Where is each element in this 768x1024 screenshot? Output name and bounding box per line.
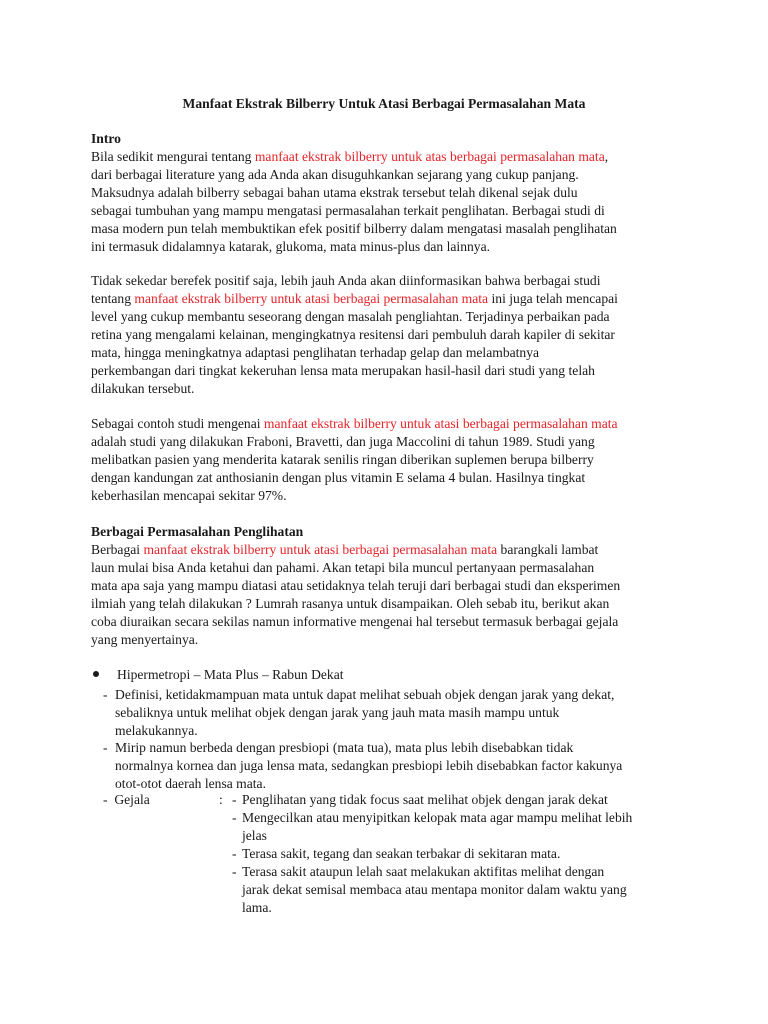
intro-paragraph-1: [91, 148, 691, 256]
section-paragraph: [91, 541, 691, 649]
text-line: coba diuraikan secara sekilas namun informative mengenai hal tersebut termasuk berbagai gejala: [91, 614, 619, 629]
dash-marker: -: [232, 792, 237, 807]
text-line: sebaliknya untuk melihat objek dengan jarak yang jauh mata masih mampu untuk: [115, 705, 560, 720]
highlighted-keyword: manfaat ekstrak bilberry untuk atasi berbagai permasalahan mata: [143, 542, 498, 557]
section-heading: Berbagai Permasalahan Penglihatan: [91, 524, 304, 539]
text-line: lama.: [242, 900, 272, 915]
text-line: keberhasilan mencapai sekitar 97%.: [91, 488, 287, 503]
text-line: adalah studi yang dilakukan Fraboni, Bravetti, dan juga Maccolini di tahun 1989. Studi yang: [91, 434, 595, 449]
text-line: ini termasuk didalamnya katarak, glukoma, mata minus-plus dan lainnya.: [91, 239, 491, 254]
text-line: Mirip namun berbeda dengan presbiopi (mata tua), mata plus lebih disebabkan tidak: [115, 740, 574, 755]
text-line: dengan kandungan zat anthosianin dengan plus vitamin E selama 4 bulan. Hasilnya tingkat: [91, 470, 586, 485]
dash-marker: -: [103, 740, 108, 755]
text-line: Penglihatan yang tidak focus saat melihat objek dengan jarak dekat: [242, 792, 608, 807]
text-line: yang menyertainya.: [91, 632, 199, 647]
text-line: otot-otot daerah lensa mata.: [115, 776, 266, 791]
text-line: masa modern pun telah membuktikan efek positif bilberry dalam mengatasi masalah penglihatan: [91, 221, 617, 236]
text-line: dari berbagai literature yang ada Anda akan disuguhkankan sejarang yang cukup panjang.: [91, 167, 579, 182]
highlighted-keyword: manfaat ekstrak bilberry untuk atasi berbagai permasalahan mata: [263, 416, 618, 431]
bullet-label: Hipermetropi – Mata Plus – Rabun Dekat: [117, 667, 344, 682]
text-line: melibatkan pasien yang menderita katarak senilis ringan diberikan suplemen berupa bilberry: [91, 452, 594, 467]
text-line: Terasa sakit ataupun lelah saat melakukan aktifitas melihat dengan: [242, 864, 605, 879]
intro-paragraph-2: [91, 272, 691, 398]
text-line: ilmiah yang telah dilakukan ? Lumrah rasanya untuk disampaikan. Oleh sebab itu, berikut akan: [91, 596, 610, 611]
text-line: sebagai tumbuhan yang mampu mengatasi permasalahan terkait penglihatan. Berbagai studi di: [91, 203, 605, 218]
text-line: jarak dekat semisal membaca atau mentapa monitor dalam waktu yang: [242, 882, 627, 897]
text-line: dilakukan tersebut.: [91, 381, 195, 396]
text-line: retina yang mengalami kelainan, mengingkatnya resitensi dari pembuluh darah kapiler di sekitar: [91, 327, 615, 342]
text-line: Definisi, ketidakmampuan mata untuk dapat melihat sebuah objek dengan jarak yang dekat,: [115, 687, 615, 702]
document-title: Manfaat Ekstrak Bilberry Untuk Atasi Berbagai Permasalahan Mata: [182, 96, 586, 111]
text-line: laun mulai bisa Anda ketahui dan pahami. Akan tetapi bila muncul pertanyaan permasalahan: [91, 560, 595, 575]
intro-heading: Intro: [91, 131, 121, 146]
text-line: mata apa saja yang mampu diatasi atau setidaknya telah teruji dari berbagai studi dan eksperimen: [91, 578, 621, 593]
text-line: Mengecilkan atau menyipitkan kelopak mata agar mampu melihat lebih: [242, 810, 633, 825]
text-line: perkembangan dari tingkat kekeruhan lensa mata merupakan hasil-hasil dari studi yang telah: [91, 363, 595, 378]
bullet-item: [91, 666, 344, 684]
text-line: Bila sedikit mengurai tentang manfaat ekstrak bilberry untuk atas berbagai permasalahan mata,: [91, 149, 609, 164]
text-line: Terasa sakit, tegang dan seakan terbakar di sekitaran mata.: [242, 846, 561, 861]
dash-marker: -: [232, 810, 237, 825]
intro-paragraph-3: [91, 415, 691, 505]
text-line: Maksudnya adalah bilberry sebagai bahan utama ekstrak tersebut telah dikenal sejak dulu: [91, 185, 578, 200]
symptoms-colon: :: [219, 792, 223, 807]
dash-marker: -: [232, 846, 237, 861]
text-line: Tidak sekedar berefek positif saja, lebih jauh Anda akan diinformasikan bahwa berbagai studi: [91, 273, 601, 288]
highlighted-keyword: manfaat ekstrak bilberry untuk atas berbagai permasalahan mata: [254, 149, 605, 164]
text-line: jelas: [242, 828, 267, 843]
dash-marker: -: [103, 792, 108, 807]
text-line: Berbagai manfaat ekstrak bilberry untuk atasi berbagai permasalahan mata barangkali lambat: [91, 542, 599, 557]
bullet-icon: [93, 671, 99, 677]
text-line: mata, hingga meningkatnya adaptasi penglihatan terhadap gelap dan melambatnya: [91, 345, 540, 360]
text-line: melakukannya.: [115, 723, 198, 738]
highlighted-keyword: manfaat ekstrak bilberry untuk atasi berbagai permasalahan mata: [134, 291, 489, 306]
text-line: Sebagai contoh studi mengenai manfaat ekstrak bilberry untuk atasi berbagai permasalahan mata: [91, 416, 618, 431]
symptoms-label: - Gejala: [103, 792, 150, 807]
text-line: level yang cukup membantu seseorang dengan masalah pengliahtan. Terjadinya perbaikan pada: [91, 309, 610, 324]
dash-marker: -: [103, 687, 108, 702]
text-line: normalnya kornea dan juga lensa mata, sedangkan presbiopi lebih disebabkan factor kakunya: [115, 758, 623, 773]
text-line: tentang manfaat ekstrak bilberry untuk atasi berbagai permasalahan mata ini juga telah mencapai: [91, 291, 618, 306]
dash-marker: -: [232, 864, 237, 879]
